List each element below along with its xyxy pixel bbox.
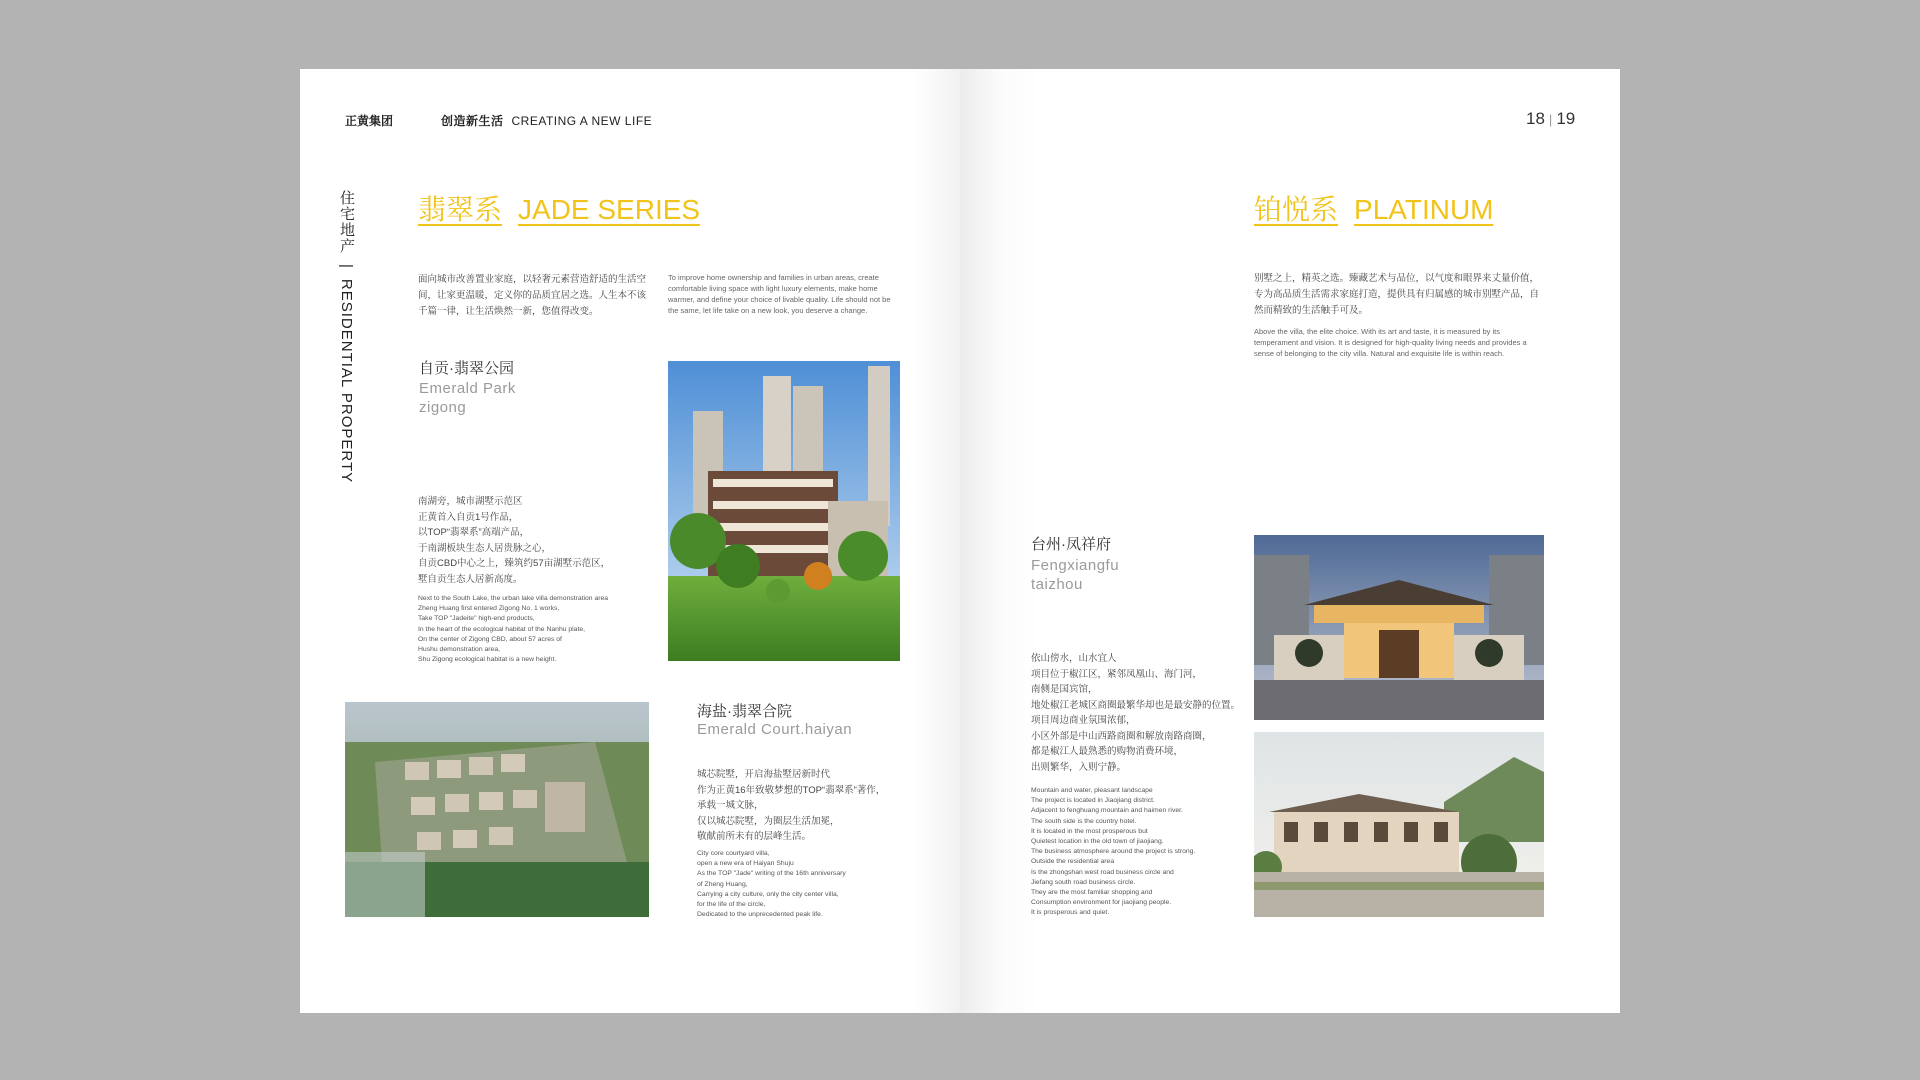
platinum-series-title-en: PLATINUM [1354,194,1494,225]
tagline [441,112,652,129]
text-line: It is located in the most prosperous but [1031,827,1148,835]
text-line: 自贡CBD中心之上，臻筑约57亩湖墅示范区， [418,558,611,569]
text-line: City core courtyard villa, [697,850,770,857]
text-line: The business atmosphere around the project is strong. [1031,848,1196,856]
text-line: 出则繁华，入则宁静。 [1031,761,1127,773]
text-line: It is prosperous and quiet. [1031,909,1110,917]
platinum-series-title-zh: 铂悦系 [1254,194,1339,225]
text-line: 于南湖板块生态人居贵脉之心， [418,542,552,554]
text-line: Mountain and water, pleasant landscape [1031,787,1153,794]
text-line: 城芯院墅，开启海盐墅居新时代 [697,769,831,780]
project-zigong-name-en [419,379,516,417]
text-line: 敬献前所未有的层峰生活。 [697,831,812,842]
text-line: 小区外部是中山西路商圈和解放南路商圈， [1031,730,1212,742]
text-line: 项目位于椒江区，紧邻凤凰山、海门河， [1031,668,1203,680]
platinum-intro-zh: 别墅之上，精英之选。臻藏艺术与品位，以气度和眼界来丈量价值，专为高品质生活需求家庭打造，提供具有归属感的城市别墅产品，自然而精致的生活触手可及。 [1254,273,1540,316]
text-line: for the life of the circle, [697,901,766,909]
platinum-intro-en: Above the villa, the elite choice. With its art and taste, it is measured by its temperament and vision. It is designed for high-quality living needs and provides a sense of belonging to the city villa. Natural and exquisite life is within reach. [1254,327,1527,358]
text-line: On the center of Zigong CBD, about 57 acres of [418,635,562,643]
fengxiangfu-gate-photo [1254,535,1544,720]
text-line: Quietest location in the old town of jiaojiang. [1031,838,1164,846]
section-label-en: RESIDENTIAL PROPERTY [338,278,355,484]
platinum-series-title [1254,188,1494,228]
tagline-en: CREATING A NEW LIFE [511,114,653,128]
text-line: Adjacent to fenghuang mountain and haimen river. [1031,807,1183,815]
section-label-zh: 住宅地产 [338,190,355,254]
brand-name: 正黄集团 [345,114,394,128]
project-haiyan-name-en: Emerald Court.haiyan [697,721,853,738]
jade-intro-en: To improve home ownership and families in urban areas, create comfortable living space with light luxury elements, make home warmer, and define your choice of livable quality. Life should not be the same, let life take on a new look, you deserve a change. [668,273,891,315]
text-line: Zheng Huang first entered Zigong No. 1 works, [418,605,560,613]
text-line: 地处椒江老城区商圈最繁华却也是最安静的位置。 [1031,699,1241,711]
page-number-left: 18 [1526,109,1545,128]
text-line: Dedicated to the unprecedented peak life. [697,911,823,919]
text-line: As the TOP "Jade" writing of the 16th anniversary [697,870,846,878]
text-line: Outside the residential area [1031,858,1115,866]
text-line: 项目周边商业氛围浓郁， [1031,715,1136,726]
text-line: Jiefang south road business circle. [1031,878,1136,886]
project-haiyan-body-zh [697,767,885,845]
jade-intro-zh: 面向城市改善置业家庭，以轻奢元素营造舒适的生活空间，让家更温暖，定义你的品质宜居之选。人生本不该千篇一律，让生活焕然一新，您值得改变。 [418,274,647,317]
fengxiangfu-villa-photo [1254,732,1544,917]
page-number-right: 19 [1556,109,1576,128]
project-taizhou-body-en [1031,786,1195,919]
text-line: 作为正黄16年致敬梦想的TOP“翡翠系”著作， [697,784,886,796]
project-taizhou-name-en-1: Fengxiangfu [1031,557,1120,574]
project-taizhou-name-en-2: taizhou [1031,576,1083,593]
text-line: 正黄首入自贡1号作品， [418,511,519,523]
text-line: Next to the South Lake, the urban lake villa demonstration area [418,595,609,602]
section-label-vertical [336,190,357,483]
text-line: 仅以城芯院墅，为圈层生活加冕， [697,815,840,827]
emerald-court-photo [345,702,649,917]
text-line: Shu Zigong ecological habitat is a new height. [418,656,557,664]
text-line: Carrying a city culture, only the city center villa, [697,890,839,898]
page-number-separator: | [1548,112,1553,127]
text-line: Take TOP "Jadeite" high-end products, [418,615,535,623]
text-line: 承载一城文脉， [697,800,764,811]
project-zigong-name-zh: 自贡·翡翠公园 [419,360,514,377]
text-line: 以TOP“翡翠系”高端产品， [418,527,530,538]
project-haiyan-name-zh: 海盐·翡翠合院 [697,703,792,720]
project-taizhou-name-en [1031,556,1119,594]
jade-series-title [418,188,700,228]
text-line: 依山傍水，山水宜人 [1031,653,1117,664]
text-line: Consumption environment for jiaojiang people. [1031,899,1172,907]
jade-series-title-en: JADE SERIES [518,194,701,225]
project-zigong-body-zh [418,494,610,587]
text-line: 南湖旁，城市湖墅示范区 [418,496,523,507]
jade-series-title-zh: 翡翠系 [418,194,503,225]
text-line: Hushu demonstration area, [418,646,500,654]
project-taizhou-body-zh [1031,651,1240,775]
section-label-separator: | [338,264,355,269]
tagline-zh: 创造新生活 [441,114,504,128]
text-line: of Zheng Huang, [697,880,748,888]
text-line: 南侧是国宾馆， [1031,684,1098,695]
text-line: 都是椒江人最熟悉的购物消费环境， [1031,746,1184,757]
project-zigong-name-en-2: zigong [419,399,467,416]
text-line: 墅自贡生态人居新高度。 [418,573,523,585]
text-line: The project is located in Jiaojiang district. [1031,797,1155,805]
text-line: The south side is the country hotel. [1031,817,1137,825]
text-line: open a new era of Haiyan Shuju [697,860,794,868]
text-line: In the heart of the ecological habitat of the Nanhu plate, [418,625,586,633]
page-number [1526,109,1575,129]
project-haiyan-body-en [697,849,846,920]
text-line: They are the most familiar shopping and [1031,889,1153,897]
text-line: Is the zhongshan west road business circle and [1031,868,1174,876]
emerald-park-photo [668,361,900,661]
project-zigong-body-en [418,594,608,665]
project-taizhou-name-zh: 台州·凤祥府 [1031,536,1111,553]
project-zigong-name-en-1: Emerald Park [419,380,516,397]
